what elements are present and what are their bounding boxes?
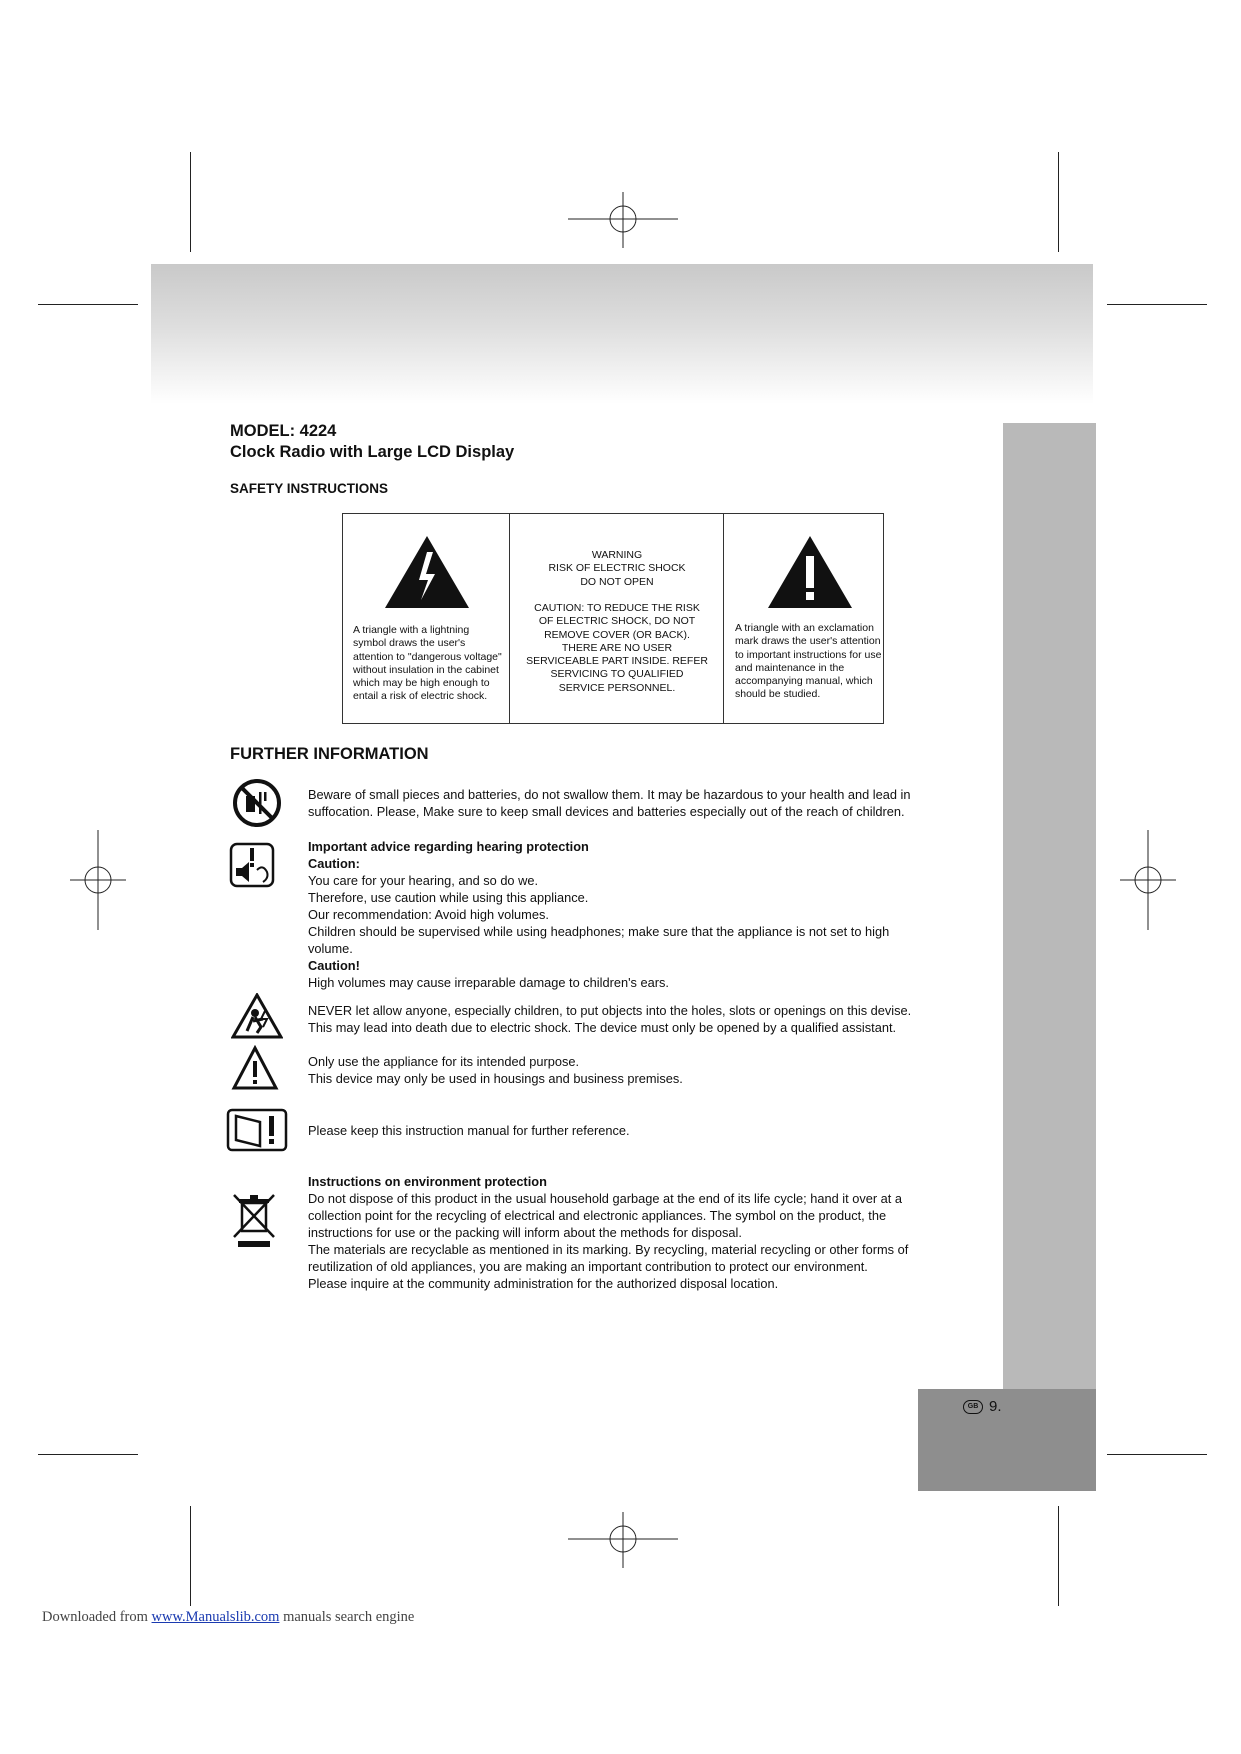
batteries-text <box>308 786 978 820</box>
crop-mark <box>1058 152 1059 252</box>
text-line: Do not dispose of this product in the usual household garbage at the end of its life cycle; hand it over at a <box>308 1191 903 1206</box>
warning-line: WARNING <box>591 549 643 561</box>
footer-note <box>42 1609 414 1626</box>
weee-bin-icon <box>232 1193 276 1249</box>
no-eating-icon <box>232 778 282 828</box>
page-number-text: 9. <box>989 1398 1002 1415</box>
warning-cell-exclamation <box>723 514 883 723</box>
warning-line: RISK OF ELECTRIC SHOCK <box>548 562 686 575</box>
warning-lines <box>510 549 724 589</box>
warning-line: DO NOT OPEN <box>580 575 654 588</box>
warning-cell-lightning <box>343 514 509 723</box>
text-line: Our recommendation: Avoid high volumes. <box>308 907 549 922</box>
text-line: collection point for the recycling of electrical and electronic appliances. The symbol on the product, the <box>308 1208 887 1223</box>
never-text <box>308 1002 978 1036</box>
caution-line: REMOVE COVER (OR BACK). <box>544 628 690 641</box>
crop-mark <box>190 1506 191 1606</box>
registration-mark-icon <box>68 828 128 932</box>
lightning-description: A triangle with a lightning symbol draws the user's attention to "dangerous voltage" without insulation in the cabinet which may be high enough to entail a risk of electric shock. <box>353 624 502 703</box>
crop-mark <box>38 304 138 305</box>
text-line: Please keep this instruction manual for further reference. <box>308 1123 630 1138</box>
text-line: Children should be supervised while using headphones; make sure that the appliance is not set to high <box>308 924 890 939</box>
registration-mark-icon <box>566 1510 680 1570</box>
page-number <box>963 1398 1002 1415</box>
caution-line: OF ELECTRIC SHOCK, DO NOT <box>538 615 696 628</box>
text-line: reutilization of old appliances, you are making an important contribution to protect our environment. <box>308 1259 868 1274</box>
warning-triangle-icon <box>231 1045 279 1091</box>
page-number-block <box>918 1389 1096 1491</box>
text-line: Beware of small pieces and batteries, do not swallow them. It may be hazardous to your health and lead in <box>308 787 911 802</box>
text-line: Please inquire at the community administration for the authorized disposal location. <box>308 1276 779 1291</box>
text-line: suffocation. Please, Make sure to keep small devices and batteries especially out of the reach of children. <box>308 804 905 819</box>
text-line: High volumes may cause irreparable damage to children's ears. <box>308 975 669 990</box>
model-number: MODEL: 4224 <box>230 422 337 440</box>
exclamation-triangle-icon <box>766 534 854 610</box>
crop-mark <box>1058 1506 1059 1606</box>
caution-lines <box>510 602 724 695</box>
caution-label: Caution! <box>308 958 360 973</box>
caution-line: CAUTION: TO REDUCE THE RISK <box>534 602 700 614</box>
caution-line: SERVICEABLE PART INSIDE. REFER <box>526 655 708 668</box>
registration-mark-icon <box>1118 828 1178 932</box>
text-line: This may lead into death due to electric shock. The device must only be opened by a qualified assistant. <box>308 1020 897 1035</box>
hearing-warning-icon <box>229 842 275 888</box>
country-badge: GB <box>963 1400 983 1414</box>
caution-line: SERVICE PERSONNEL. <box>558 681 676 694</box>
text-line: Therefore, use caution while using this appliance. <box>308 890 589 905</box>
text-line: NEVER let allow anyone, especially children, to put objects into the holes, slots or openings on this devise. <box>308 1003 912 1018</box>
text-line: This device may only be used in housings and business premises. <box>308 1071 683 1086</box>
manual-text <box>308 1122 978 1139</box>
title-block <box>230 421 514 463</box>
manual-book-icon <box>226 1108 288 1152</box>
text-line: Only use the appliance for its intended purpose. <box>308 1054 580 1069</box>
electric-shock-icon <box>231 993 283 1039</box>
crop-mark <box>1107 1454 1207 1455</box>
caution-label: Caution: <box>308 856 360 871</box>
safety-heading: SAFETY INSTRUCTIONS <box>230 481 389 496</box>
hearing-text <box>308 838 978 991</box>
environment-title: Instructions on environment protection <box>308 1174 547 1189</box>
text-line: instructions for use or the packing will inform about the methods for disposal. <box>308 1225 742 1240</box>
caution-line: SERVICING TO QUALIFIED <box>550 668 684 681</box>
lightning-triangle-icon <box>383 534 471 610</box>
crop-mark <box>1107 304 1207 305</box>
manualslib-link[interactable]: www.Manualslib.com <box>151 1609 280 1625</box>
intended-use-text <box>308 1053 978 1087</box>
product-name: Clock Radio with Large LCD Display <box>230 443 515 461</box>
header-band <box>151 264 1093 404</box>
footer-suffix: manuals search engine <box>279 1609 415 1625</box>
crop-mark <box>190 152 191 252</box>
text-line: The materials are recyclable as mentioned in its marking. By recycling, material recycling or other forms of <box>308 1242 909 1257</box>
further-info-heading: FURTHER INFORMATION <box>230 745 429 763</box>
warning-box <box>342 513 884 724</box>
hearing-title: Important advice regarding hearing protection <box>308 839 589 854</box>
exclamation-description: A triangle with an exclamation mark draws the user's attention to important instructions for use and maintenance in the accompanying manual, which should be studied. <box>735 622 882 701</box>
caution-line: THERE ARE NO USER <box>561 641 673 654</box>
warning-cell-center <box>509 514 723 723</box>
environment-text <box>308 1173 978 1292</box>
registration-mark-icon <box>566 190 680 250</box>
text-line: volume. <box>308 941 353 956</box>
footer-prefix: Downloaded from <box>42 1609 152 1625</box>
text-line: You care for your hearing, and so do we. <box>308 873 539 888</box>
side-bar <box>1003 423 1096 1389</box>
crop-mark <box>38 1454 138 1455</box>
